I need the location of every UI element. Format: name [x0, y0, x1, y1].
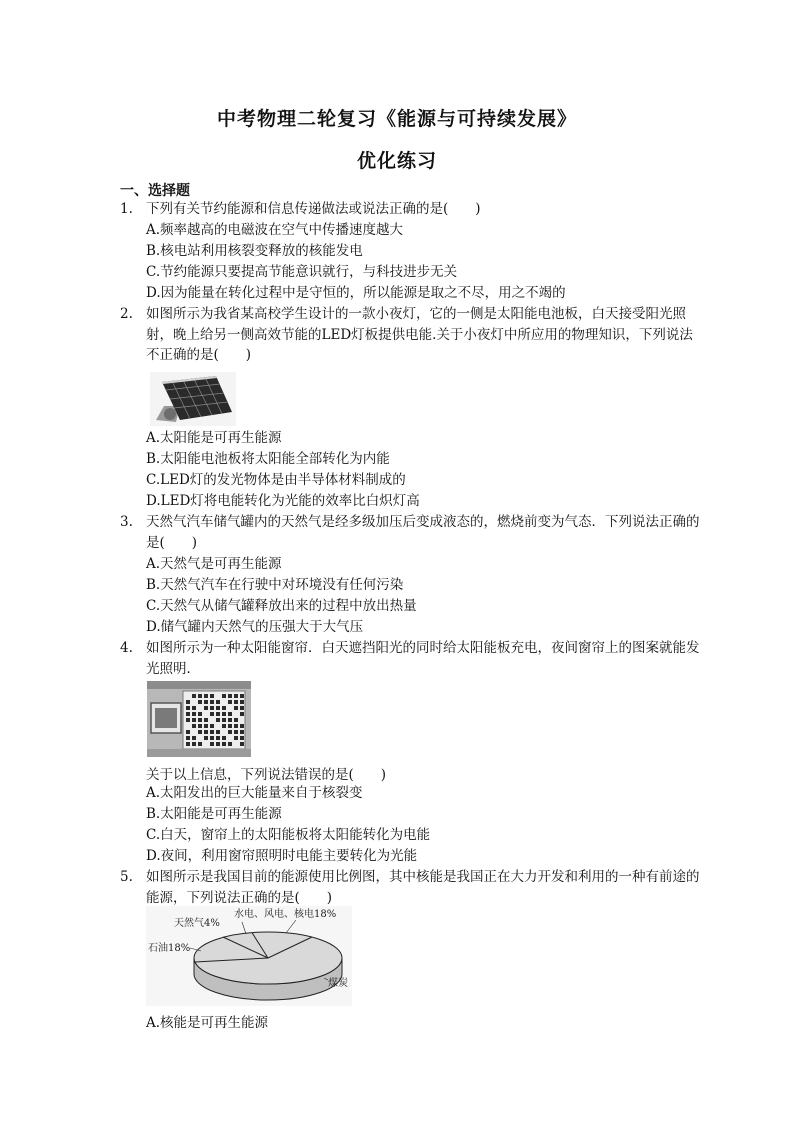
curtain-dot — [234, 730, 238, 734]
question-stem: 下列有关节约能源和信息传递做法或说法正确的是( ) — [146, 201, 481, 217]
question-4 — [120, 638, 705, 679]
curtain-dot — [234, 706, 238, 710]
question-5 — [120, 867, 705, 908]
question-1 — [120, 199, 705, 220]
curtain-dot — [210, 736, 214, 740]
question-number: 3. — [120, 514, 133, 530]
curtain-dot — [228, 712, 232, 716]
curtain-dot — [192, 694, 196, 698]
curtain-dot — [186, 700, 190, 704]
option-c: C.天然气从储气罐释放出来的过程中放出热量 — [146, 598, 417, 614]
curtain-dot — [216, 706, 220, 710]
curtain-dot — [204, 694, 208, 698]
curtain-dot — [216, 742, 220, 746]
option-d: D.因为能量在转化过程中是守恒的，所以能源是取之不尽，用之不竭的 — [146, 285, 566, 301]
energy-pie-figure — [146, 906, 352, 1006]
curtain-dot — [228, 742, 232, 746]
curtain-dot — [204, 736, 208, 740]
curtain-dot — [192, 712, 196, 716]
curtain-dot — [216, 700, 220, 704]
curtain-dot — [204, 718, 208, 722]
curtain-dot — [198, 730, 202, 734]
curtain-dot — [210, 712, 214, 716]
option-d: D.储气罐内天然气的压强大于大气压 — [146, 619, 364, 635]
solar-night-light-figure — [150, 372, 236, 426]
curtain-dot — [240, 694, 244, 698]
curtain-dot — [240, 700, 244, 704]
curtain-dot — [198, 700, 202, 704]
curtain-dot — [222, 742, 226, 746]
curtain-dot — [192, 736, 196, 740]
option-b: B.核电站利用核裂变释放的核能发电 — [146, 243, 363, 259]
curtain-dot — [204, 706, 208, 710]
curtain-dot — [234, 718, 238, 722]
option-b: B.太阳能是可再生能源 — [146, 806, 282, 822]
curtain-dot — [192, 706, 196, 710]
curtain-dot — [228, 718, 232, 722]
curtain-dot — [234, 736, 238, 740]
question-number: 5. — [120, 869, 133, 885]
curtain-dot — [222, 724, 226, 728]
question-stem: 如图所示是我国目前的能源使用比例图，其中核能是我国正在大力开发和利用的一种有前途的能源，下列说法正确的是( ) — [146, 869, 700, 906]
curtain-dot — [204, 700, 208, 704]
option-d: D.夜间，利用窗帘照明时电能主要转化为光能 — [146, 848, 418, 864]
curtain-dot — [186, 718, 190, 722]
curtain-dot — [222, 694, 226, 698]
option-c: C.白天，窗帘上的太阳能板将太阳能转化为电能 — [146, 827, 431, 843]
curtain-dot — [192, 724, 196, 728]
pie-label-hydro-wind-nuclear: 水电、风电、核电18% — [234, 909, 337, 920]
curtain-dot — [192, 718, 196, 722]
curtain-dot — [240, 730, 244, 734]
question-number: 1. — [120, 201, 133, 217]
curtain-dot — [198, 718, 202, 722]
curtain-dot — [228, 730, 232, 734]
curtain-dot — [198, 694, 202, 698]
curtain-dot — [216, 736, 220, 740]
curtain-dot — [204, 730, 208, 734]
solar-panel-icon — [150, 372, 236, 426]
curtain-dot — [198, 712, 202, 716]
curtain-dot — [234, 700, 238, 704]
curtain-dot — [204, 724, 208, 728]
document-subtitle: 优化练习 — [356, 150, 437, 172]
curtain-dot — [210, 742, 214, 746]
curtain-dot — [210, 694, 214, 698]
option-d: D.LED灯将电能转化为光能的效率比白炽灯高 — [146, 493, 420, 509]
option-a: A.太阳能是可再生能源 — [146, 430, 282, 446]
curtain-dot — [222, 712, 226, 716]
curtain-dot — [228, 694, 232, 698]
curtain-dot — [198, 724, 202, 728]
document-title: 中考物理二轮复习《能源与可持续发展》 — [216, 108, 577, 130]
option-b: B.天然气汽车在行驶中对环境没有任何污染 — [146, 577, 404, 593]
option-a: A.频率越高的电磁波在空气中传播速度越大 — [146, 222, 404, 238]
question-stem: 如图所示为一种太阳能窗帘．白天遮挡阳光的同时给太阳能板充电，夜间窗帘上的图案就能发光照明． — [146, 640, 700, 677]
solar-curtain-figure — [147, 681, 251, 757]
curtain-dot — [228, 700, 232, 704]
option-a: A.太阳发出的巨大能量来自于核裂变 — [146, 785, 363, 801]
curtain-dot — [210, 730, 214, 734]
curtain-dot — [240, 724, 244, 728]
section-heading: 一、选择题 — [120, 183, 190, 199]
curtain-dot — [222, 718, 226, 722]
question-3 — [120, 512, 705, 553]
curtain-dot — [192, 742, 196, 746]
pie-label-oil: 石油18% — [148, 943, 191, 954]
curtain-dot — [210, 724, 214, 728]
pie-label-coal: 煤炭 — [328, 978, 348, 989]
curtain-dot — [222, 706, 226, 710]
curtain-dot — [234, 724, 238, 728]
curtain-dot — [240, 712, 244, 716]
question-number: 4. — [120, 640, 133, 656]
option-c: C.节约能源只要提高节能意识就行，与科技进步无关 — [146, 264, 458, 280]
option-c: C.LED灯的发光物体是由半导体材料制成的 — [146, 472, 406, 488]
curtain-dot — [240, 706, 244, 710]
question-followup: 关于以上信息，下列说法错误的是( ) — [146, 767, 387, 783]
energy-pie-chart — [146, 906, 352, 1006]
pie-label-natural-gas: 天然气4% — [174, 918, 220, 929]
solar-curtain-icon — [147, 681, 251, 757]
curtain-dot — [210, 706, 214, 710]
curtain-dot — [216, 718, 220, 722]
curtain-dot — [186, 742, 190, 746]
curtain-dot — [186, 712, 190, 716]
curtain-dot — [210, 700, 214, 704]
question-stem: 如图所示为我省某高校学生设计的一款小夜灯，它的一侧是太阳能电池板，白天接受阳光照射，晚上给另一侧高效节能的LED灯板提供电能.关于小夜灯中所应用的物理知识，下列说法不正确的是( ) — [146, 306, 693, 363]
curtain-dot — [198, 742, 202, 746]
curtain-dot — [234, 694, 238, 698]
question-stem: 天然气汽车储气罐内的天然气是经多级加压后变成液态的，燃烧前变为气态．下列说法正确的是( ) — [146, 514, 700, 551]
question-2 — [120, 304, 705, 366]
option-a: A.核能是可再生能源 — [146, 1015, 269, 1031]
curtain-dot — [186, 730, 190, 734]
curtain-dot — [216, 730, 220, 734]
curtain-dot — [222, 736, 226, 740]
curtain-dot — [240, 742, 244, 746]
curtain-dot — [186, 736, 190, 740]
option-b: B.太阳能电池板将太阳能全部转化为内能 — [146, 451, 390, 467]
curtain-dot — [228, 724, 232, 728]
question-number: 2. — [120, 306, 133, 322]
curtain-dot — [240, 736, 244, 740]
curtain-dot — [186, 706, 190, 710]
option-a: A.天然气是可再生能源 — [146, 556, 282, 572]
curtain-dot — [216, 712, 220, 716]
